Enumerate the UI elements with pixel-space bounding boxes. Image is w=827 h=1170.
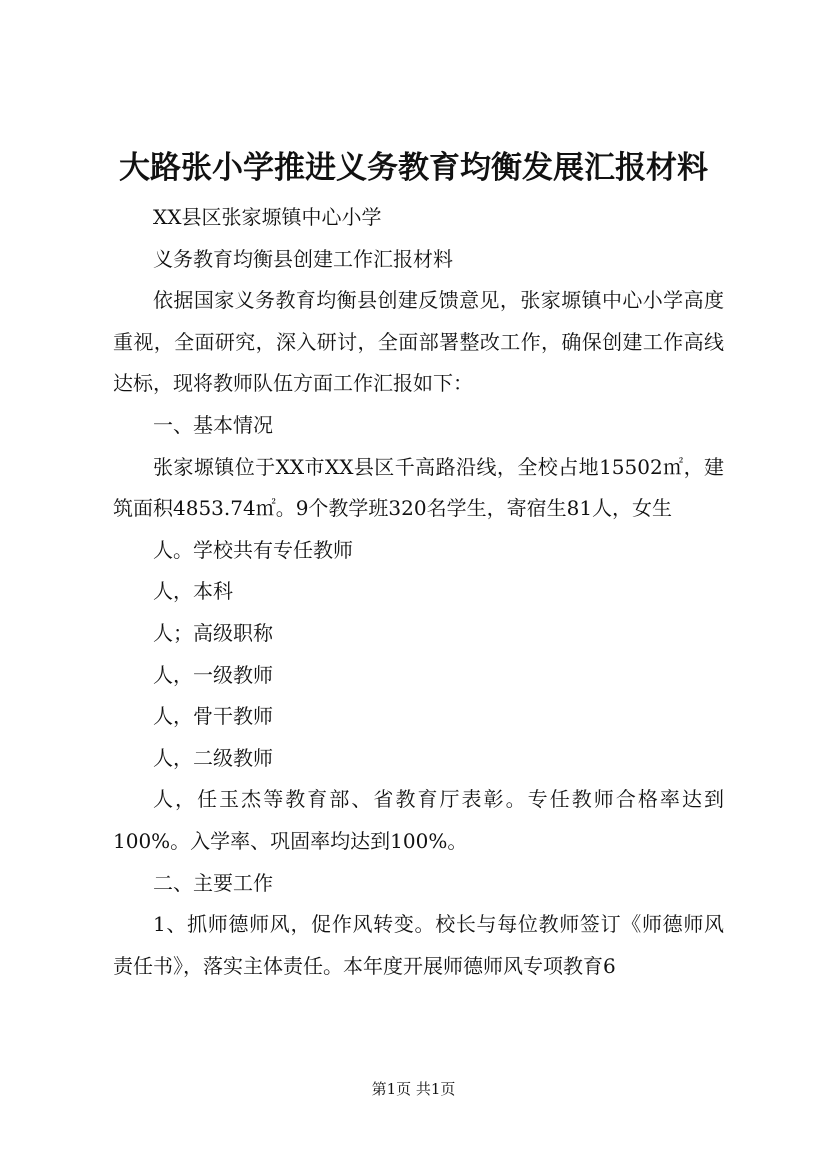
paragraph-backbone: 人，骨干教师 <box>153 704 273 729</box>
paragraph-report-subtitle: 义务教育均衡县创建工作汇报材料 <box>153 246 453 271</box>
section-heading-main-work: 二、主要工作 <box>153 870 273 895</box>
paragraph-teachers: 人。学校共有专任教师 <box>153 537 353 562</box>
section-heading-basic: 一、基本情况 <box>153 412 273 437</box>
paragraph-awards: 人，任玉杰等教育部、省教育厅表彰。专任教师合格率达到100%。入学率、巩固率均达到100%。 <box>113 787 724 853</box>
paragraph-ethics: 1、抓师德师风，促作风转变。校长与每位教师签订《师德师风责任书》，落实主体责任。本年度开展师德师风专项教育6 <box>113 912 724 978</box>
paragraph-first-level: 人，一级教师 <box>153 662 273 687</box>
page-footer: 第1页 共1页 <box>371 1080 456 1098</box>
paragraph-senior-title: 人；高级职称 <box>153 620 273 645</box>
paragraph-second-level: 人，二级教师 <box>153 745 273 770</box>
document-title: 大路张小学推进义务教育均衡发展汇报材料 <box>119 150 708 186</box>
paragraph-intro: 依据国家义务教育均衡县创建反馈意见，张家塬镇中心小学高度重视，全面研究，深入研讨，全面部署整改工作，确保创建工作高线达标，现将教师队伍方面工作汇报如下： <box>113 288 724 396</box>
paragraph-bachelor: 人，本科 <box>153 579 233 604</box>
paragraph-basic-info: 张家塬镇位于XX市XX县区千高路沿线，全校占地15502㎡，建筑面积4853.74㎡。9个教学班320名学生，寄宿生81人，女生 <box>113 454 724 521</box>
document-body <box>113 197 724 987</box>
paragraph-school-name: XX县区张家塬镇中心小学 <box>153 205 382 229</box>
